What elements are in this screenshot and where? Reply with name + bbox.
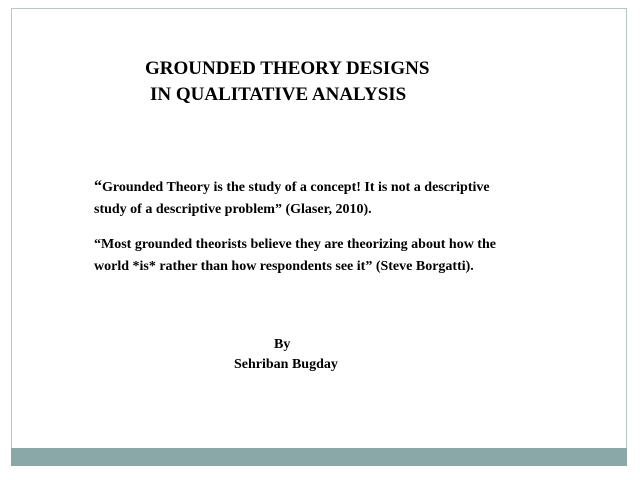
by-label: By [274,337,291,352]
author-name: Sehriban Bugday [234,357,338,372]
quote-glaser [94,176,524,221]
quote-open-mark: “ [94,178,102,195]
quote-borgatti: “Most grounded theorists believe they are theorizing about how the world *is* rather than how respondents see it” (Steve Borgatti). [94,237,496,274]
slide-title-line-2: IN QUALITATIVE ANALYSIS [150,84,407,105]
slide-title-line-1: GROUNDED THEORY DESIGNS [145,58,430,79]
quote-glaser-text: Grounded Theory is the study of a concept! It is not a descriptive study of a descriptive problem” (Glaser, 2010). [94,180,490,217]
bottom-accent-bar [11,448,627,466]
